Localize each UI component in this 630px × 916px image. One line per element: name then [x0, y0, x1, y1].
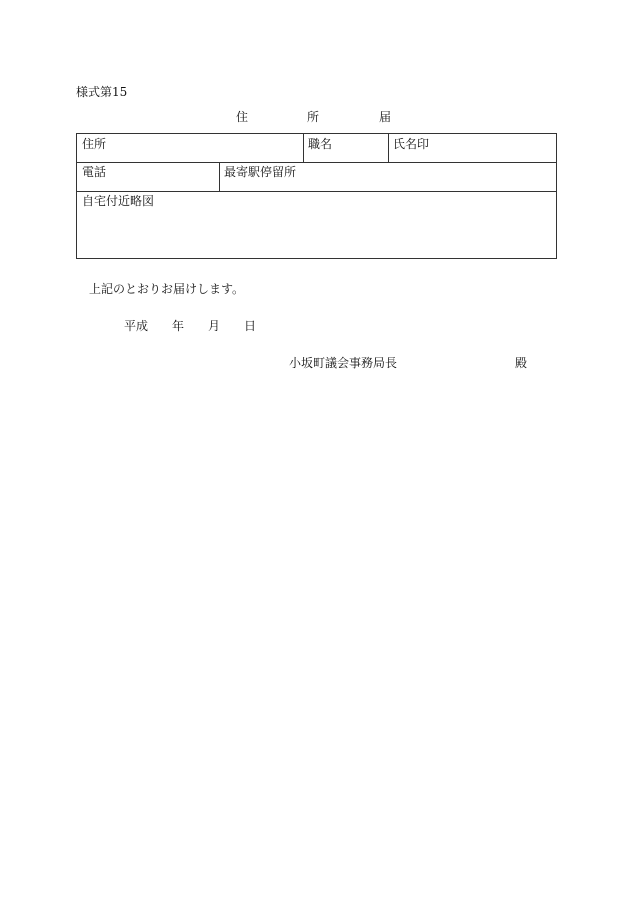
statement-text: 上記のとおりお届けします。 [89, 282, 245, 296]
home-map-label: 自宅付近略図 [82, 194, 155, 208]
date-year: 年 [172, 319, 185, 333]
nearest-station-label: 最寄駅停留所 [224, 165, 297, 179]
name-seal-cell [388, 134, 556, 162]
title-char: 所 [307, 110, 320, 124]
name-seal-label: 氏名印 [393, 137, 430, 151]
nearest-station-cell [219, 162, 556, 191]
form-number: 様式第15 [76, 85, 128, 99]
job-title-label: 職名 [308, 137, 333, 151]
recipient-title: 小坂町議会事務局長 [289, 356, 398, 370]
address-form-table [76, 133, 557, 259]
title-char: 住 [236, 110, 249, 124]
recipient-honorific: 殿 [515, 356, 528, 370]
date-month: 月 [208, 319, 221, 333]
address-label: 住所 [82, 137, 107, 151]
phone-cell [77, 162, 219, 191]
title-char: 届 [379, 110, 392, 124]
home-map-cell [77, 191, 556, 258]
date-era: 平成 [124, 319, 149, 333]
address-cell [77, 134, 303, 162]
date-day: 日 [244, 319, 257, 333]
phone-label: 電話 [82, 165, 107, 179]
job-title-cell [303, 134, 388, 162]
